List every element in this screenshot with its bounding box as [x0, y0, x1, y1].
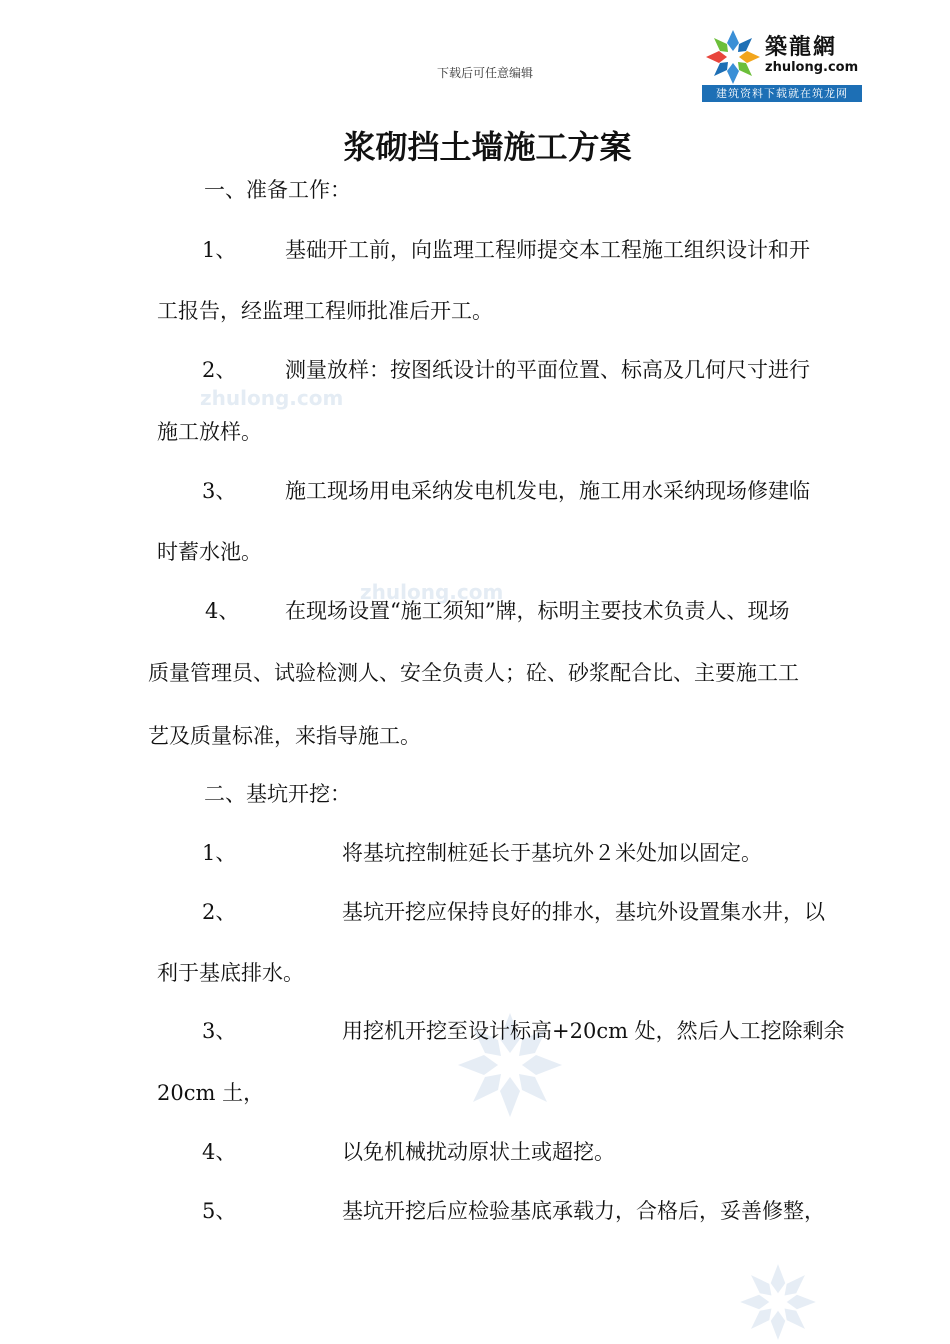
item-number: 3、 [202, 1019, 237, 1043]
item-text: 将基坑控制桩延长于基坑外２米处加以固定。 [342, 841, 762, 865]
item-text: 以免机械扰动原状土或超挖。 [342, 1140, 615, 1164]
item-text: 在现场设置“施工须知”牌，标明主要技术负责人、现场 [285, 599, 790, 623]
item-text: 工报告，经监理工程师批准后开工。 [157, 299, 493, 323]
item-number: 2、 [202, 900, 237, 924]
logo-english-name: zhulong.com [765, 60, 859, 75]
item-number: 3、 [202, 479, 237, 503]
item-text: 施工现场用电采纳发电机发电，施工用水采纳现场修建临 [285, 479, 810, 503]
logo-chinese-name: 築龍網 [765, 35, 838, 60]
item-number: 2、 [202, 358, 237, 382]
item-number: 4、 [205, 599, 240, 623]
item-number: 5、 [202, 1199, 237, 1223]
document-title: 浆砌挡土墙施工方案 [343, 128, 632, 166]
item-number: 1、 [202, 238, 237, 262]
item-text: 时蓄水池。 [157, 540, 262, 564]
watermark-text: zhulong.com [200, 386, 344, 410]
zhulong-logo [702, 26, 862, 102]
item-text: 20cm 土， [157, 1081, 265, 1105]
snowflake-logo-icon [704, 28, 762, 86]
item-text: 基坑开挖应保持良好的排水，基坑外设置集水井，以 [342, 900, 825, 924]
logo-tagline: 建筑资料下载就在筑龙网 [702, 85, 862, 102]
section-heading: 二、基坑开挖： [204, 782, 351, 806]
item-text: 用挖机开挖至设计标高+20cm 处，然后人工挖除剩余 [342, 1019, 845, 1043]
item-text: 测量放样：按图纸设计的平面位置、标高及几何尺寸进行 [285, 358, 810, 382]
item-text: 施工放样。 [157, 420, 262, 444]
item-text: 基坑开挖后应检验基底承载力，合格后，妥善修整， [342, 1199, 825, 1223]
item-text: 利于基底排水。 [157, 961, 304, 985]
watermark-text: zhulong.com [360, 580, 504, 604]
section-heading: 一、准备工作： [204, 178, 351, 202]
item-number: 1、 [202, 841, 237, 865]
item-text: 质量管理员、试验检测人、安全负责人；砼、砂浆配合比、主要施工工 [148, 661, 799, 685]
watermark-snowflake-icon [738, 1262, 818, 1342]
header-note: 下载后可任意编辑 [436, 66, 533, 80]
item-text: 艺及质量标准，来指导施工。 [148, 724, 421, 748]
item-text: 基础开工前，向监理工程师提交本工程施工组织设计和开 [285, 238, 810, 262]
item-number: 4、 [202, 1140, 237, 1164]
